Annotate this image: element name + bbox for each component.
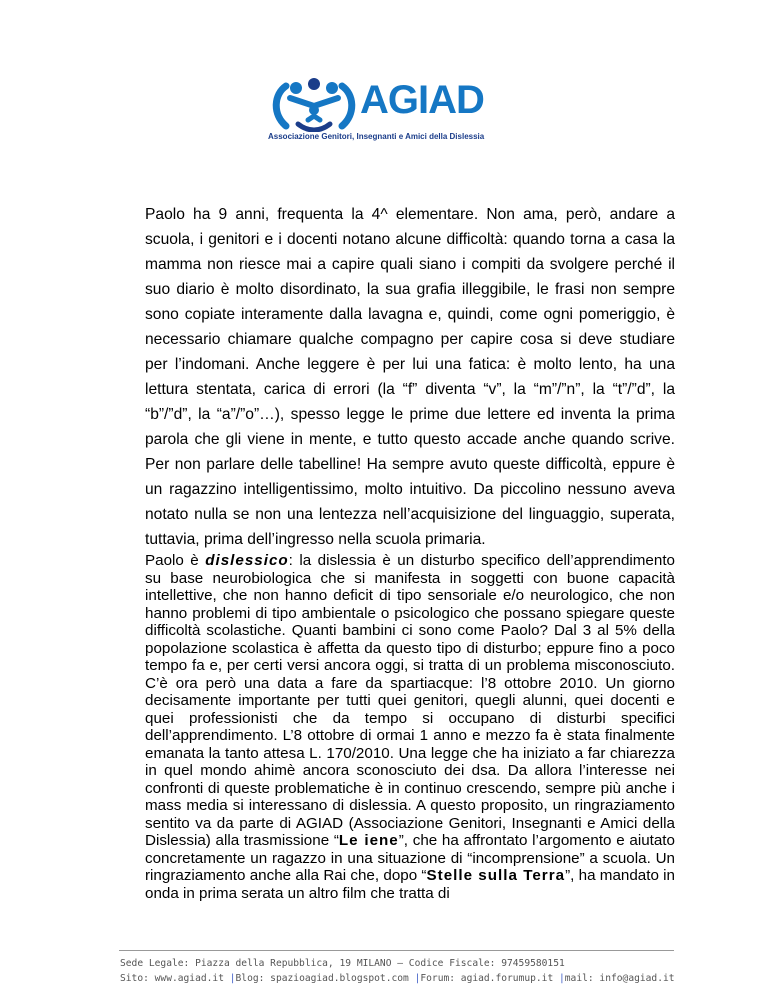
footer-separator: | (559, 973, 565, 984)
footer (120, 956, 675, 986)
logo-name: AGIAD (360, 78, 484, 122)
logo-subtitle: Associazione Genitori, Insegnanti e Amici della Dislessia (268, 132, 485, 141)
le-iene-title: Le iene (338, 832, 399, 849)
footer-separator: | (414, 973, 421, 984)
agiad-logo (268, 76, 485, 146)
footer-contacts (120, 971, 675, 986)
para2-text-a: Paolo è (145, 552, 206, 569)
footer-site-link[interactable]: Sito: www.agiad.it (120, 973, 230, 984)
footer-separator: | (229, 973, 236, 984)
people-circle-icon (268, 76, 360, 132)
footer-forum-link[interactable]: Forum: agiad.forumup.it (420, 973, 559, 984)
dislessico-term: dislessico (205, 552, 289, 569)
paragraph-2 (145, 552, 675, 902)
para2-text-d: ”, ha mandato in onda in prima serata un altro film che tratta di (145, 867, 675, 902)
article-body (145, 202, 675, 902)
para2-text-c: ”, che ha affrontato l’argomento e aiutato concretamente un ragazzo in una situazione di “incomprensione” a scuola. Un ringraziamento anche alla Rai che, dopo “ (145, 832, 675, 884)
footer-divider (119, 950, 674, 951)
footer-address: Sede Legale: Piazza della Repubblica, 19 MILANO – Codice Fiscale: 97459580151 (120, 958, 565, 969)
footer-blog-link[interactable]: Blog: spazioagiad.blogspot.com (235, 973, 415, 984)
para2-text-b: : la dislessia è un disturbo specifico dell’apprendimento su base neurobiologica che si manifesta in soggetti con buone capacità intellettive, che non hanno deficit di tipo sensoriale e/o neurologico, che non hanno problemi di tipo ambientale o psicologico che possano spiegare queste difficoltà scolastiche. Quanti bambini ci sono come Paolo? Dal 3 al 5% della popolazione scolastica è affetta da questo tipo di disturbo; eppure fino a poco tempo fa e, per certi versi ancora oggi, si tratta di un problema misconosciuto. C’è ora però una data a fare da spartiacque: l’8 ottobre 2010. Un giorno decisamente importante per tutti quei genitori, quegli alunni, quei docenti e quei professionisti che da tempo si occupano di disturbi specifici dell’apprendimento. L’8 ottobre di ormai 1 anno e mezzo fa è stata finalmente emanata la tanto attesa L. 170/2010. Una legge che ha iniziato a far chiarezza in quel mondo ahimè ancora sconosciuto dei dsa. Da allora l’interesse nei confronti di queste problematiche è in continuo crescendo, sempre più anche i mass media si interessano di dislessia. A questo proposito, un ringraziamento sentito va da parte di AGIAD (Associazione Genitori, Insegnanti e Amici della Dislessia) alla trasmissione “ (145, 552, 675, 849)
paragraph-1: Paolo ha 9 anni, frequenta la 4^ elementare. Non ama, però, andare a scuola, i genitori e i docenti notano alcune difficoltà: quando torna a casa la mamma non riesce mai a capire quali siano i compiti da svolgere perché il suo diario è molto disordinato, la sua grafia illeggibile, le frasi non sempre sono copiate interamente dalla lavagna e, quindi, come ogni pomeriggio, è necessario chiamare qualche compagno per capire cosa si deve studiare per l’indomani. Anche leggere è per lui una fatica: è molto lento, ha una lettura stentata, carica di errori (la “f” diventa “v”, la “m”/”n”, la “t”/”d”, la “b”/”d”, la “a”/”o”…), spesso legge le prime due lettere ed inventa la prima parola che gli viene in mente, e tutto questo accade anche quando scrive. Per non parlare delle tabelline! Ha sempre avuto queste difficoltà, eppure è un ragazzino intelligentissimo, molto intuitivo. Da piccolino nessuno aveva notato nulla se non una lentezza nell’acquisizione del linguaggio, superata, tuttavia, prima dell’ingresso nella scuola primaria. (145, 206, 675, 548)
footer-mail-link[interactable]: mail: info@agiad.it (564, 973, 675, 984)
stelle-sulla-terra-title: Stelle sulla Terra (426, 867, 566, 884)
